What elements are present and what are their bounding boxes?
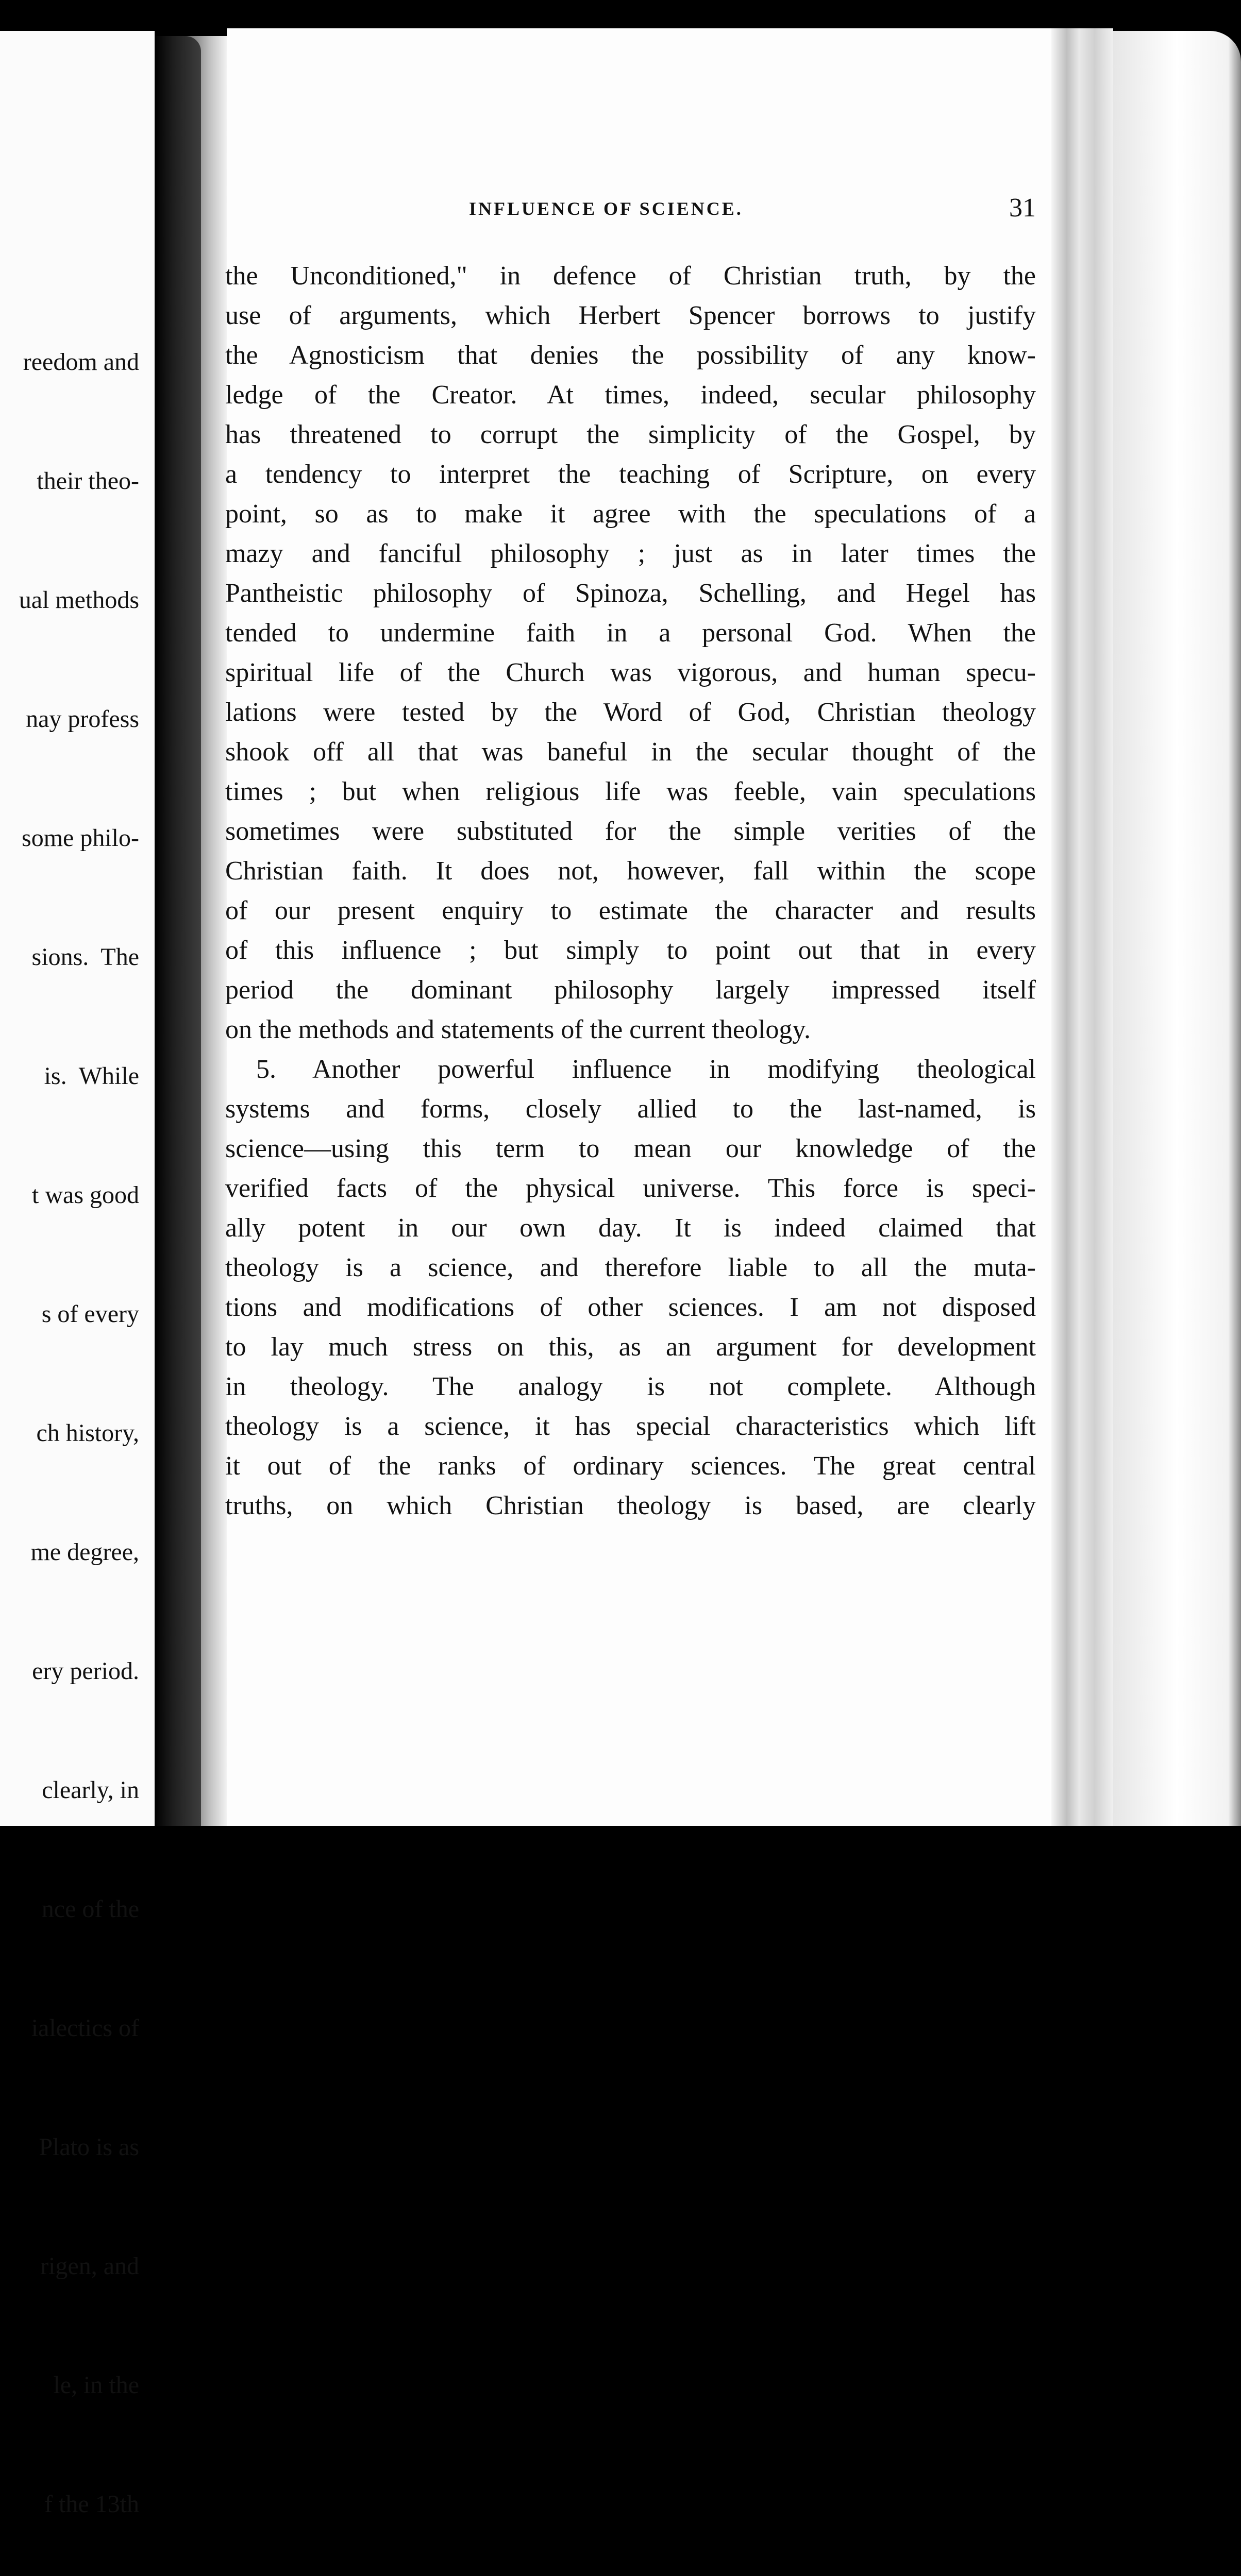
paragraph-last-line: on the methods and statements of the current theology. <box>225 1015 811 1044</box>
text-line: to lay much stress on this, as an argument for development <box>225 1332 1036 1362</box>
facing-page <box>0 31 155 2518</box>
facing-line: me degree, <box>30 1538 139 1566</box>
facing-line: f the 13th <box>44 2490 139 2518</box>
text-line: tended to undermine faith in a personal God. When the <box>225 618 1036 648</box>
facing-page-text <box>0 263 139 2576</box>
text-line: truths, on which Christian theology is based, are clearly <box>225 1491 1036 1520</box>
running-title: INFLUENCE OF SCIENCE. <box>469 198 743 219</box>
text-line: it out of the ranks of ordinary sciences. The great central <box>225 1451 1036 1481</box>
facing-line: clearly, in <box>42 1776 139 1804</box>
text-line: sometimes were substituted for the simple verities of the <box>225 817 1036 846</box>
facing-line: reedom and <box>23 348 139 376</box>
text-line: use of arguments, which Herbert Spencer borrows to justify <box>225 301 1036 330</box>
facing-line: ch history, <box>36 1419 139 1447</box>
body-text <box>225 256 1036 1526</box>
facing-line: nay profess <box>26 705 139 733</box>
text-line: a tendency to interpret the teaching of Scripture, on every <box>225 460 1036 489</box>
facing-line: s of every <box>41 1300 139 1328</box>
text-line: ally potent in our own day. It is indeed claimed that <box>225 1213 1036 1243</box>
text-line: times ; but when religious life was feeble, vain speculations <box>225 777 1036 806</box>
text-line: lations were tested by the Word of God, Christian theology <box>225 698 1036 727</box>
facing-line: t was good <box>32 1181 139 1209</box>
facing-line: nce of the <box>41 1895 139 1923</box>
text-line: the Agnosticism that denies the possibility of any know- <box>225 341 1036 370</box>
text-line: Christian faith. It does not, however, fall within the scope <box>225 856 1036 886</box>
book-cover-edge <box>1113 31 1241 1826</box>
text-line: the Unconditioned," in defence of Christian truth, by the <box>225 261 1036 291</box>
text-line: shook off all that was baneful in the secular thought of the <box>225 737 1036 767</box>
text-line: spiritual life of the Church was vigorous, and human specu- <box>225 658 1036 687</box>
text-line: of this influence ; but simply to point out that in every <box>225 936 1036 965</box>
facing-line: some philo- <box>22 824 139 852</box>
page-number: 31 <box>1009 193 1036 223</box>
text-line: Pantheistic philosophy of Spinoza, Schelling, and Hegel has <box>225 579 1036 608</box>
text-line: mazy and fanciful philosophy ; just as in later times the <box>225 539 1036 568</box>
facing-line: le, in the <box>53 2371 139 2399</box>
facing-line: ialectics of <box>31 2014 139 2042</box>
text-line: theology is a science, and therefore liable to all the muta- <box>225 1253 1036 1282</box>
facing-line: sions. The <box>31 943 139 971</box>
facing-line: rigen, and <box>40 2252 139 2280</box>
facing-line: ual methods <box>19 586 139 614</box>
text-line: period the dominant philosophy largely impressed itself <box>225 975 1036 1005</box>
page-edges <box>1051 28 1113 1826</box>
text-line: has threatened to corrupt the simplicity of the Gospel, by <box>225 420 1036 449</box>
text-line: ledge of the Creator. At times, indeed, secular philosophy <box>225 380 1036 410</box>
text-line: of our present enquiry to estimate the character and results <box>225 896 1036 925</box>
text-line: verified facts of the physical universe. This force is speci- <box>225 1174 1036 1203</box>
facing-line: ery period. <box>32 1657 139 1685</box>
text-line: science—using this term to mean our knowledge of the <box>225 1134 1036 1163</box>
text-line: theology is a science, it has special characteristics which lift <box>225 1412 1036 1441</box>
facing-line: is. While <box>44 1062 139 1090</box>
text-line: tions and modifications of other sciences. I am not disposed <box>225 1293 1036 1322</box>
running-header <box>227 194 1041 230</box>
gutter-binding <box>155 36 201 1826</box>
facing-line: Plato is as <box>39 2133 139 2161</box>
paragraph-first-line: 5. Another powerful influence in modifying theological <box>256 1055 1036 1084</box>
text-line: in theology. The analogy is not complete. Although <box>225 1372 1036 1401</box>
facing-line: their theo- <box>37 467 139 495</box>
text-line: point, so as to make it agree with the speculations of a <box>225 499 1036 529</box>
text-line: systems and forms, closely allied to the last-named, is <box>225 1094 1036 1124</box>
